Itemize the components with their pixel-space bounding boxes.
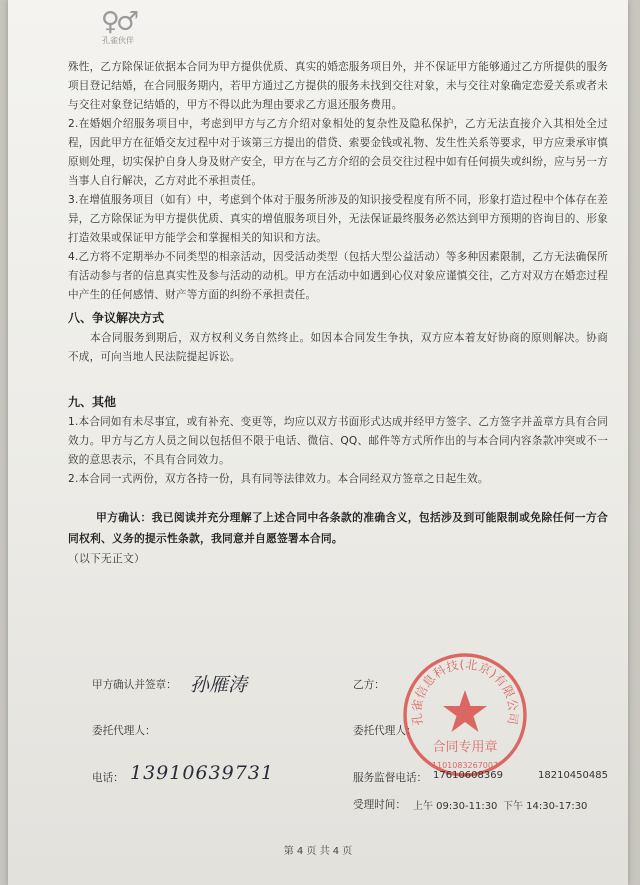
party-a-phone: 13910639731: [130, 762, 274, 784]
supervision-phone-2: 18210450485: [538, 770, 608, 781]
page-number: 第 4 页 共 4 页: [283, 846, 353, 857]
phone-label: 电话：: [92, 772, 124, 784]
seal-star-icon: [443, 690, 487, 732]
section7-para-2: 2.在婚姻介绍服务项目中，考虑到甲方与乙方介绍对象相处的复杂性及隐私保护，乙方无法直接介入其相处全过程，因此甲方在征婚交友过程中对于该第三方提出的借贷、索要金钱或礼物、发生性关系等要求，甲方应秉承审慎原则处理，切实保护自身人身及财产安全，甲方在与乙方介绍的会员交往过程中如有任何损失或纠纷，应与另一方当事人自行解决，乙方对此不承担责任。: [68, 118, 608, 187]
seal-purpose: 合同专用章: [432, 740, 498, 755]
party-a-confirmation: 甲方确认：我已阅读并充分理解了上述合同中各条款的准确含义，包括涉及到可能限制或免除任何一方合同权利、义务的提示性条款，我同意并自愿签署本合同。: [68, 511, 608, 545]
party-b-agent-label: 委托代理人：: [353, 725, 417, 737]
company-seal: [400, 650, 530, 780]
company-logo: [88, 8, 148, 46]
hours-morning: 上午 09:30-11:30: [413, 801, 498, 812]
end-note: （以下无正文）: [68, 552, 145, 565]
supervision-phone-1: 17610608369: [433, 770, 503, 781]
section9-item-2: 2.本合同一式两份，双方各持一份，具有同等法律效力。本合同经双方签章之日起生效。: [68, 473, 489, 485]
contract-page: [8, 0, 628, 885]
section7-para-3: 3.在增值服务项目（如有）中，考虑到个体对于服务所涉及的知识接受程度有所不同，形象打造过程中个体存在差异，乙方除保证为甲方提供优质、真实的增值服务项目外，无法保证最终服务必然达到甲方预期的咨询目的、形象打造效果或保证甲方能学会和掌握相关的知识和方法。: [68, 194, 608, 244]
hours-afternoon: 下午 14:30-17:30: [503, 801, 588, 812]
section8-text: 本合同服务到期后，双方权利义务自然终止。如因本合同发生争执，双方应本着友好协商的原则解决。协商不成，可向当地人民法院提起诉讼。: [68, 332, 608, 363]
logo-mark-icon: ♀♂: [100, 7, 136, 37]
section7-para-1: 殊性，乙方除保证依据本合同为甲方提供优质、真实的婚恋服务项目外，并不保证甲方能够通过乙方所提供的服务项目登记结婚，在合同服务期内，若甲方通过乙方提供的服务未找到交往对象，未与交往对象确定恋爱关系或者未与交往对象登记结婚的，甲方不得以此为理由要求乙方退还服务费用。: [68, 61, 608, 111]
section9-title: 九、其他: [68, 395, 117, 409]
party-a-sign-label: 甲方确认并签章：: [92, 679, 177, 691]
section7-para-4: 4.乙方将不定期举办不同类型的相亲活动，因受活动类型（包括大型公益活动）等多种因素限制，乙方无法确保所有活动参与者的信息真实性及参与活动的动机。甲方在活动中如遇到心仪对象应谨慎交往，乙方对双方在婚恋过程中产生的任何感情、财产等方面的纠纷不承担责任。: [68, 251, 608, 301]
seal-code: 1101083267007: [431, 761, 499, 770]
party-a-signature: 孙雁涛: [190, 674, 248, 696]
logo-text: 孔雀伙伴: [102, 36, 134, 45]
party-a-agent-label: 委托代理人：: [92, 725, 156, 737]
supervision-phone-label: 服务监督电话：: [353, 772, 428, 784]
party-b-label: 乙方：: [353, 679, 385, 691]
seal-company-name: 孔雀信息科技(北京)有限公司: [409, 657, 521, 727]
section9-item-1: 1.本合同如有未尽事宜，或有补充、变更等，均应以双方书面形式达成并经甲方签字、乙方签字并盖章方具有合同效力。甲方与乙方人员之间以包括但不限于电话、微信、QQ、邮件等方式所作出的与本合同内容条款冲突或不一致的意思表示，不具有合同效力。: [68, 416, 608, 466]
section8-title: 八、争议解决方式: [68, 311, 165, 325]
hours-label: 受理时间：: [353, 799, 406, 811]
contract-body: [68, 58, 608, 568]
